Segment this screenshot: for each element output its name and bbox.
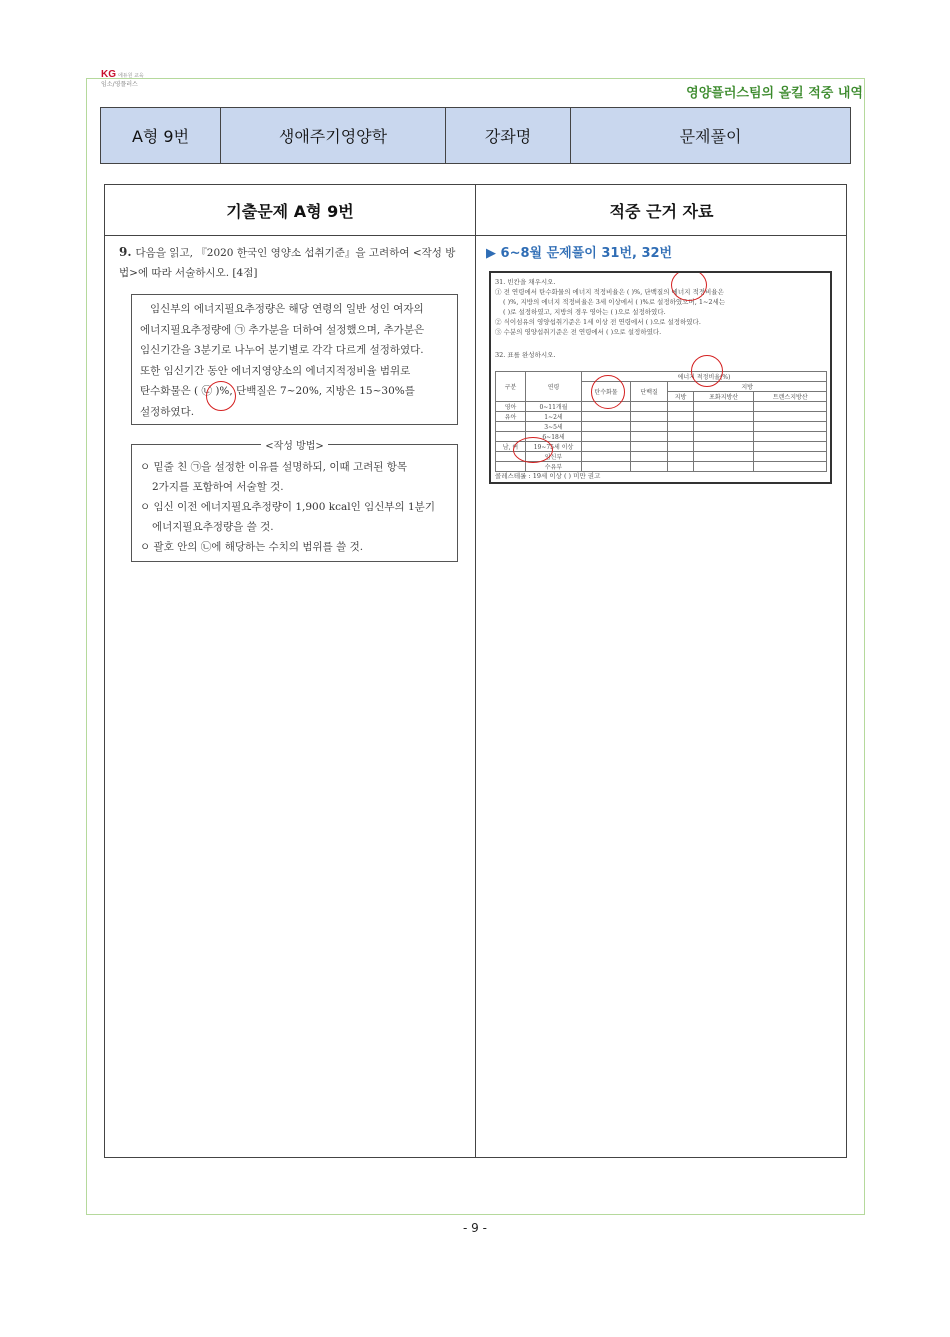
scan-cell: 1~2세	[526, 412, 582, 422]
scan-th-trans: 트랜스지방산	[754, 392, 827, 402]
scan-line: ( )%, 지방의 에너지 적정비율은 3세 이상에서 ( )%로 설정하였으며, 1~2세는	[503, 298, 726, 306]
right-column-header: 적중 근거 자료	[609, 201, 714, 221]
method-box-title: <작성 방법>	[261, 441, 328, 452]
scan-th-group: 구분	[496, 372, 526, 402]
logo-subtitle: 임소/영플러스	[101, 81, 138, 88]
method-item: ㅇ 임신 이전 에너지필요추정량이 1,900 kcal인 임신부의 1분기	[140, 501, 435, 513]
scan-footer: 콜레스테롤 : 19세 이상 ( ) 미만 권고	[495, 472, 601, 480]
scan-cell	[496, 422, 526, 432]
scan-cell: 6~18세	[526, 432, 582, 442]
passage-line: 탄수화물은 ( ㉡ )%, 단백질은 7~20%, 지방은 15~30%를	[140, 385, 415, 397]
scan-th-protein: 단백질	[631, 382, 668, 402]
scan-cell: 남, 여	[496, 442, 526, 452]
scan-line: ① 전 연령에서 탄수화물의 에너지 적정비율은 ( )%, 단백질의 에너지 적정비율은	[495, 288, 724, 296]
scan-line: ③ 수분의 영양섭취기준은 전 연령에서 ( )으로 설정하였다.	[495, 328, 662, 336]
info-bar	[100, 107, 851, 164]
scan-cell	[496, 462, 526, 472]
scan-th-sat: 포화지방산	[693, 392, 754, 402]
lecture-label: 강좌명	[446, 108, 571, 163]
lecture-name: 문제풀이	[679, 127, 742, 146]
scan-line: 31. 빈칸을 채우시오.	[495, 278, 556, 286]
evidence-scan-image	[489, 271, 832, 484]
scan-line: 32. 표를 완성하시오.	[495, 351, 556, 359]
passage-line: 임신기간을 3분기로 나누어 분기별로 각각 다르게 설정하였다.	[140, 344, 424, 356]
method-item: 2가지를 포함하여 서술할 것.	[152, 481, 284, 493]
scan-row	[496, 462, 827, 472]
scan-cell: 0~11개월	[526, 402, 582, 412]
method-item: ㅇ 괄호 안의 ㉡에 해당하는 수치의 범위를 쓸 것.	[140, 541, 364, 553]
header-divider	[105, 235, 846, 236]
question-passage-box	[131, 294, 458, 425]
scan-th-carb: 탄수화물	[582, 382, 631, 402]
logo-brand-sub: 에듀원 교육	[118, 73, 144, 79]
question-type-number: A형 9번	[101, 108, 221, 163]
column-divider	[475, 185, 476, 1157]
scan-cell: 19~75세 이상	[526, 442, 582, 452]
highlight-circle	[691, 355, 723, 387]
scan-cell: 유아	[496, 412, 526, 422]
scan-cell: 임신부	[526, 452, 582, 462]
passage-line: 설정하였다.	[140, 405, 195, 418]
scan-cell: 3~5세	[526, 422, 582, 432]
scan-th-ratio: 에너지 적정비율(%)	[582, 372, 827, 382]
page-number: - 9 -	[463, 1221, 487, 1235]
question-number: 9.	[119, 245, 132, 259]
scan-th-age: 연령	[526, 372, 582, 402]
left-column-header: 기출문제 A형 9번	[226, 201, 354, 221]
comparison-table	[104, 184, 847, 1158]
scan-th-fat: 지방	[668, 382, 827, 392]
page-header-title: 영양플러스팀의 올킬 적중 내역	[686, 86, 863, 101]
scan-th-fat-total: 지방	[668, 392, 694, 402]
scan-line: ② 식이섬유의 영양섭취기준은 1세 이상 전 연령에서 ( )으로 설정하였다.	[495, 318, 701, 326]
highlight-circle	[591, 375, 625, 409]
scan-cell: 수유부	[526, 462, 582, 472]
passage-line: 또한 임신기간 동안 에너지영양소의 에너지적정비율 범위로	[140, 364, 411, 377]
scan-row	[496, 402, 827, 412]
writing-method-box	[131, 441, 458, 562]
method-item: 에너지필요추정량을 쓸 것.	[152, 521, 274, 533]
highlight-circle	[206, 381, 236, 411]
subject-name: 생애주기영양학	[221, 108, 446, 163]
scan-cell: 영아	[496, 402, 526, 412]
method-item: ㅇ 밑줄 친 ㉠을 설정한 이유를 설명하되, 이때 고려된 항목	[140, 461, 408, 473]
scan-row	[496, 412, 827, 422]
exam-question-intro	[119, 242, 459, 283]
scan-line: ( )로 설정하였고, 지방의 경우 영아는 ( )으로 설정하였다.	[503, 308, 666, 316]
logo-brand: KG	[101, 69, 116, 80]
evidence-title: ▶ 6~8월 문제풀이 31번, 32번	[486, 246, 673, 261]
passage-line: 에너지필요추정량에 ㉠ 추가분을 더하여 설정했으며, 추가분은	[140, 323, 425, 336]
passage-line: 임신부의 에너지필요추정량은 해당 연령의 일반 성인 여자의	[150, 303, 424, 315]
highlight-circle	[513, 437, 553, 463]
question-intro-text: 다음을 읽고, 『2020 한국인 영양소 섭취기준』을 고려하여 <작성 방법>에 따라 서술하시오. [4점]	[119, 247, 456, 279]
scan-row	[496, 422, 827, 432]
